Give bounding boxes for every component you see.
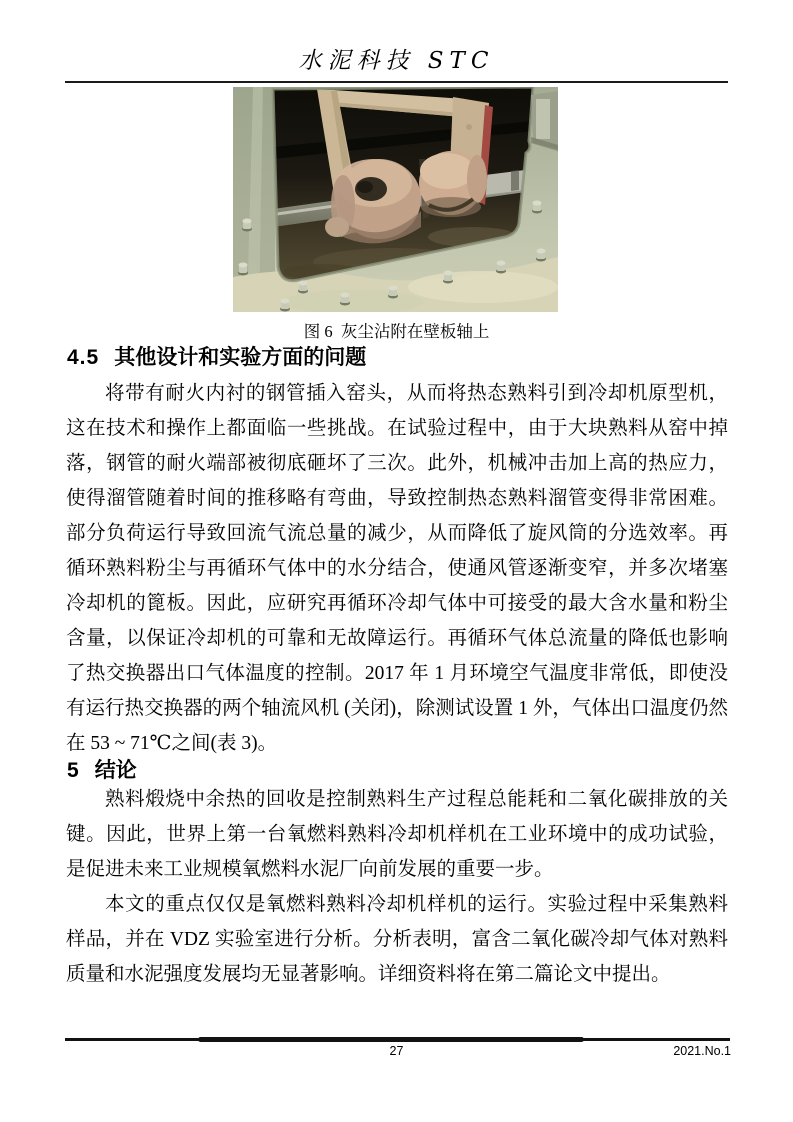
page-number: 27 bbox=[389, 1044, 404, 1058]
paragraph: 熟料煅烧中余热的回收是控制熟料生产过程总能耗和二氧化碳排放的关键。因此，世界上第一台氧燃料熟料冷却机样机在工业环境中的成功试验，是促进未来工业规模氧燃料水泥厂向前发展的重要一步。 bbox=[66, 789, 728, 880]
issue-number: 2021.No.1 bbox=[673, 1044, 731, 1058]
dust-deposit-right bbox=[419, 151, 487, 217]
section-heading-4-5 bbox=[67, 347, 366, 368]
section-title: 其他设计和实验方面的问题 bbox=[114, 346, 367, 369]
section-title: 结论 bbox=[94, 759, 137, 782]
journal-title: 水泥科技 STC bbox=[298, 48, 495, 74]
footer-rule bbox=[65, 1038, 730, 1041]
metal-piece bbox=[531, 91, 558, 151]
header-rule bbox=[65, 81, 728, 83]
section-5-body bbox=[66, 782, 728, 992]
paragraph: 本文的重点仅仅是氧燃料熟料冷却机样机的运行。实验过程中采集熟料样品，并在 VDZ 实验室进行分析。分析表明，富含二氧化碳冷却气体对熟料质量和水泥强度发展均无显著影响。详细资料将在第二篇论文中提出。 bbox=[66, 894, 728, 985]
section-heading-5 bbox=[67, 760, 137, 781]
section-number: 5 bbox=[67, 759, 80, 782]
figure-6-caption: 图 6 灰尘沾附在壁板轴上 bbox=[303, 322, 490, 341]
section-4-5-body bbox=[66, 376, 728, 761]
section-number: 4.5 bbox=[67, 346, 100, 369]
paragraph: 将带有耐火内衬的钢管插入窑头，从而将热态熟料引到冷却机原型机，这在技术和操作上都面临一些挑战。在试验过程中，由于大块熟料从窑中掉落，钢管的耐火端部被彻底砸坏了三次。此外，机械冲击加上高的热应力，使得溜管随着时间的推移略有弯曲，导致控制热态熟料溜管变得非常困难。部分负荷运行导致回流气流总量的减少，从而降低了旋风筒的分选效率。再循环熟料粉尘与再循环气体中的水分结合，使通风管逐渐变窄，并多次堵塞冷却机的篦板。因此，应研究再循环冷却气体中可接受的最大含水量和粉尘含量，以保证冷却机的可靠和无故障运行。再循环气体总流量的降低也影响了热交换器出口气体温度的控制。2017 年 1 月环境空气温度非常低，即使没有运行热交换器的两个轴流风机 (关闭)，除测试设置 1 外，气体出口温度仍然在 53 ~ 71℃之间(表 3)。 bbox=[66, 383, 728, 754]
figure-6-photo bbox=[233, 87, 558, 312]
